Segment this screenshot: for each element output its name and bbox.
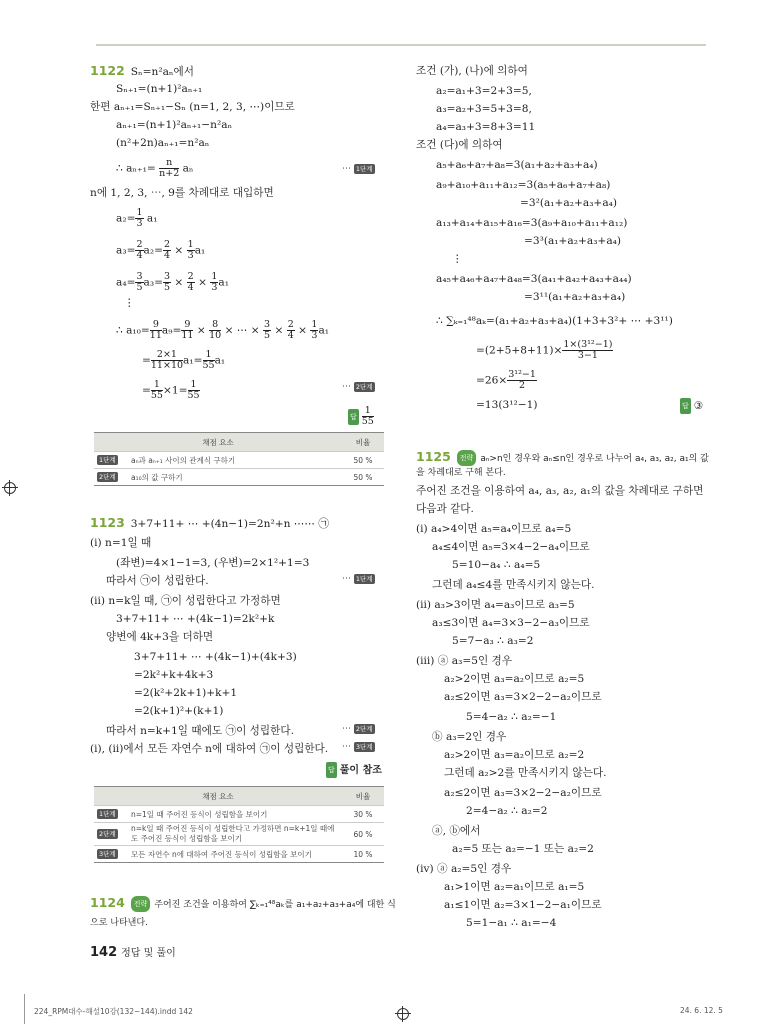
text-line: aₙ₊₁=(n+1)²aₙ₊₁−n²aₙ: [116, 119, 233, 131]
text-line: 따라서 ㉠이 성립한다.: [106, 575, 209, 587]
fraction: $\frac{n}{n+2}$: [159, 157, 180, 179]
text-line: 조건 (가), (나)에 의하여: [416, 65, 528, 77]
top-rule: [96, 44, 706, 46]
text-line: 따라서 n=k+1일 때에도 ㉠이 성립한다.: [106, 725, 294, 737]
grading-table-1122: 채점 요소 비율 1단계 aₙ과 aₙ₊₁ 사이의 관계식 구하기 50 % 2단계 a₁₀의 값 구하기 50 %: [94, 432, 384, 486]
text-line: a₄≤4이면 a₅=3×4−2−a₄이므로: [432, 541, 590, 553]
text-line: 한편 aₙ₊₁=Sₙ₊₁−Sₙ (n=1, 2, 3, ⋯)이므로: [90, 101, 295, 113]
strategy-line: 으로 나타낸다.: [90, 918, 148, 928]
text-line: a₂=a₁+3=2+3=5,: [436, 85, 532, 97]
text-line: (ii) a₃>3이면 a₄=a₃이므로 a₃=5: [416, 599, 575, 611]
text-line: (i) n=1일 때: [90, 537, 152, 549]
text-line: 5=10−a₄ ∴ a₄=5: [452, 559, 541, 571]
grading-table-1123: 채점 요소 비율 1단계 n=1일 때 주어진 등식이 성립함을 보이기 30 % 2단계 n=k일 때 주어진 등식이 성립한다고 가정하면 n=k+1일 때에도 주어진 등식이 성립함을 보이기 60 % 3단계 모든 자연수 n에 대하여 주어진 등식이 성립함을 보이기 10 %: [94, 786, 384, 863]
text-line: n에 1, 2, 3, ⋯, 9를 차례대로 대입하면: [90, 187, 274, 199]
text-line: =2(k²+2k+1)+k+1: [134, 687, 238, 699]
text-line: a₃=a₂+3=5+3=8,: [436, 103, 532, 115]
problem-1122-head: [90, 64, 194, 79]
text-line: (iii) ⓐ a₃=5인 경우: [416, 655, 513, 667]
step-marker-1: ⋯ 1단계: [342, 164, 373, 174]
text-line: (n²+2n)aₙ₊₁=n²aₙ: [116, 137, 210, 149]
strategy-line: 1124 전략 주어진 조건을 이용하여 ∑ₖ₌₁⁴⁸aₖ를 a₁+a₂+a₃+a₄에 대한 식: [90, 895, 396, 910]
text-line: (ii) n=k일 때, ㉠이 성립한다고 가정하면: [90, 595, 281, 607]
text-line: Sₙ₊₁=(n+1)²aₙ₊₁: [116, 83, 203, 95]
text-line: a₁≤1이면 a₂=3×1−2−a₁이므로: [444, 899, 602, 911]
problem-1123-head: 1123 3+7+11+ ⋯ +(4n−1)=2n²+n ⋯⋯ ㉠: [90, 515, 329, 530]
text-line: 양변에 4k+3을 더하면: [106, 631, 214, 643]
text-line: 그런데 a₄≤4를 만족시키지 않는다.: [432, 579, 595, 591]
text-line: 3+7+11+ ⋯ +(4k−1)+(4k+3): [134, 651, 297, 663]
math: ∴ aₙ₊₁=: [116, 162, 156, 175]
imprint-right: 24. 6. 12. 5: [680, 1006, 723, 1015]
registration-mark-icon: [397, 1008, 409, 1020]
text-line: =3²(a₁+a₂+a₃+a₄): [520, 197, 618, 209]
therefore-line: [116, 158, 194, 179]
text-line: a₂≤2이면 a₃=3×2−2−a₂이므로: [444, 691, 602, 703]
registration-mark-icon: [4, 482, 16, 494]
table-row: 1단계 aₙ과 aₙ₊₁ 사이의 관계식 구하기 50 %: [94, 452, 384, 469]
text-line: ⓐ, ⓑ에서: [432, 825, 481, 837]
text-line: (i) a₄>4이면 a₅=a₄이므로 a₄=5: [416, 523, 572, 535]
vdots: ⋮: [452, 253, 463, 265]
text-line: a₁>1이면 a₂=a₁이므로 a₁=5: [444, 881, 585, 893]
answer-1123: 답 풀이 참조: [326, 762, 382, 778]
text-line: a₉+a₁₀+a₁₁+a₁₂=3(a₅+a₆+a₇+a₈): [436, 179, 611, 191]
answer-1124: 답 ③: [682, 400, 704, 412]
math: aₙ: [182, 162, 194, 175]
imprint-left: 224_RPM대수-해설10강(132~144).indd 142: [34, 1007, 193, 1016]
page-footer: 142 정답 및 풀이: [90, 945, 176, 960]
text-line: ⓑ a₃=2인 경우: [432, 731, 507, 743]
text-line: 다음과 같다.: [416, 503, 474, 515]
table-row: 1단계 n=1일 때 주어진 등식이 성립함을 보이기 30 %: [94, 806, 384, 823]
text-line: 주어진 조건을 이용하여 a₄, a₃, a₂, a₁의 값을 차례대로 구하면: [416, 485, 704, 497]
sum-line-3: =26× $\frac{\text{3¹²−1}}{2}$: [476, 369, 536, 391]
table-row: 2단계 a₁₀의 값 구하기 50 %: [94, 469, 384, 486]
problem-number: 1122: [90, 63, 125, 78]
text-line: 조건 (다)에 의하여: [416, 139, 503, 151]
text-line: a₄₅+a₄₆+a₄₇+a₄₈=3(a₄₁+a₄₂+a₄₃+a₄₄): [436, 273, 632, 285]
a10-line: ∴ a₁₀= $\frac{9}{11}$ a₉= $\frac{9}{11}$ × $\frac{8}{10}$ × ⋯ × $\frac{3}{5}$ × $\frac{2}{4}$ × $\frac{1}{3}$ a₁: [116, 319, 330, 341]
a3-line: a₃= $\frac{2}{4}$ a₂= $\frac{2}{4}$ × $\frac{1}{3}$ a₁: [116, 239, 206, 261]
text-line: a₃≤3이면 a₄=3×3−2−a₃이므로: [432, 617, 590, 629]
problem-1125-head: 1125 전략 aₙ>n인 경우와 aₙ≤n인 경우로 나누어 a₄, a₃, a₂, a₁의 값: [416, 449, 709, 464]
step-marker-3: ⋯ 3단계: [342, 742, 373, 752]
vdots: ⋮: [124, 297, 135, 309]
text-line: a₂>2이면 a₃=a₂이므로 a₂=2: [444, 749, 585, 761]
text-line: (iv) ⓐ a₂=5인 경우: [416, 863, 512, 875]
sum-line: ∴ ∑ₖ₌₁⁴⁸aₖ=(a₁+a₂+a₃+a₄)(1+3+3²+ ⋯ +3¹¹): [436, 315, 673, 327]
a10-line-2: = $\frac{2\times 1}{11\times 10}$ a₁= $\frac{1}{55}$ a₁: [142, 349, 226, 371]
text-line: =3³(a₁+a₂+a₃+a₄): [524, 235, 622, 247]
crop-line: [24, 994, 25, 1024]
text-line: Sₙ=n²aₙ에서: [130, 66, 194, 78]
table-row: 2단계 n=k일 때 주어진 등식이 성립한다고 가정하면 n=k+1일 때에도 주어진 등식이 성립함을 보이기 60 %: [94, 823, 384, 846]
text-line: 5=1−a₁ ∴ a₁=−4: [466, 917, 557, 929]
step-marker-2: ⋯ 2단계: [342, 382, 373, 392]
a2-line: a₂= $\frac{1}{3}$ a₁: [116, 207, 158, 229]
text-line: =2(k+1)²+(k+1): [134, 705, 224, 717]
text-line: =13(3¹²−1): [476, 399, 538, 411]
text-line: a₂=5 또는 a₂=−1 또는 a₂=2: [452, 843, 594, 855]
text-line: 5=7−a₃ ∴ a₃=2: [452, 635, 534, 647]
a4-line: a₄= $\frac{3}{5}$ a₃= $\frac{3}{5}$ × $\frac{2}{4}$ × $\frac{1}{3}$ a₁: [116, 271, 229, 293]
text-line: 2=4−a₂ ∴ a₂=2: [466, 805, 548, 817]
text-line: a₂>2이면 a₃=a₂이므로 a₂=5: [444, 673, 585, 685]
text-line: =3¹¹(a₁+a₂+a₃+a₄): [524, 291, 626, 303]
text-line: a₁₃+a₁₄+a₁₅+a₁₆=3(a₉+a₁₀+a₁₁+a₁₂): [436, 217, 628, 229]
step-marker-1: ⋯ 1단계: [342, 574, 373, 584]
sum-line-2: =(2+5+8+11)× $\frac{\text{1×(3¹²−1)}}{3-1}$: [476, 339, 613, 361]
text-line: a₅+a₆+a₇+a₈=3(a₁+a₂+a₃+a₄): [436, 159, 598, 171]
text-line: =2k²+k+4k+3: [134, 669, 214, 681]
step-marker-2: ⋯ 2단계: [342, 724, 373, 734]
text-line: (좌변)=4×1−1=3, (우변)=2×1²+1=3: [116, 557, 310, 569]
text-line: a₄=a₃+3=8+3=11: [436, 121, 536, 133]
table-row: 3단계 모든 자연수 n에 대하여 주어진 등식이 성립함을 보이기 10 %: [94, 846, 384, 863]
text-line: 3+7+11+ ⋯ +(4k−1)=2k²+k: [116, 613, 275, 625]
text-line: 그런데 a₂>2를 만족시키지 않는다.: [444, 767, 607, 779]
a10-line-3: = $\frac{1}{55}$ ×1= $\frac{1}{55}$: [142, 379, 200, 401]
strategy-line: 을 차례대로 구해 본다.: [416, 468, 506, 478]
text-line: 5=4−a₂ ∴ a₂=−1: [466, 711, 557, 723]
text-line: (i), (ii)에서 모든 자연수 n에 대하여 ㉠이 성립한다.: [90, 743, 329, 755]
answer-1122: 답 $\frac{1}{55}$: [350, 405, 374, 427]
text-line: a₂≤2이면 a₃=3×2−2−a₂이므로: [444, 787, 602, 799]
